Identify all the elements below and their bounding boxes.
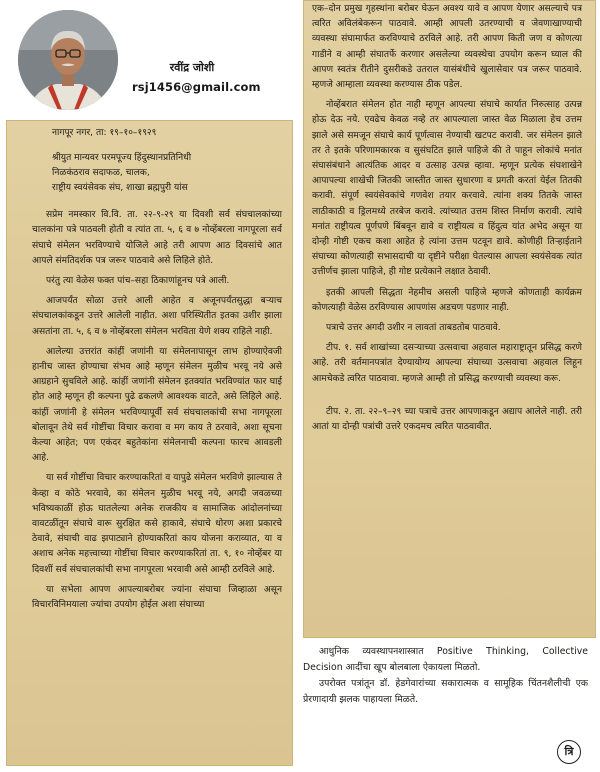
letter-paragraph: सप्रेम नमस्कार वि.वि. ता. २२-९-२९ या दिवशी सर्व संघचालकांच्या चालकांना पत्रे पाठवली होती व त्यांत ता. ५, ६ व ७ नोव्हेंबरला नागपूरला सर्व संघाचे संमेलन भरविण्याचे योजिले आहे तरी आपण आठ दिवसांचे आत आपले संमतिदर्शक पत्र जरूर पाठवावे असे लिहिले होते. bbox=[32, 210, 282, 266]
letter-paragraph: पत्राचे उत्तर अगदी उशीर न लावतां ताबडतोब पाठवावे. bbox=[326, 323, 501, 334]
letter-address bbox=[32, 151, 282, 196]
letter-tip: टीप. १. सर्व शाखांच्या दसऱ्याच्या उत्सवाचा अहवाल महाराष्ट्रातून प्रसिद्ध करणे आहे. तरी वर्तमानपत्रांत देण्यायोग्य आपल्या संघाच्या उत्सवाचा अहवाल लिहून आमचेकडे त्वरित पाठवावा. म्हणजे आम्ही तो प्रसिद्ध करण्याची व्यवस्था करू. bbox=[312, 343, 582, 384]
monogram-icon: त्रि bbox=[557, 740, 581, 764]
letter-page-right bbox=[303, 0, 596, 638]
letter-body-right bbox=[312, 2, 582, 440]
commentary bbox=[303, 644, 588, 707]
letter-page-left bbox=[6, 120, 293, 766]
avatar bbox=[18, 10, 118, 110]
letter-body-left bbox=[32, 126, 282, 618]
letter-paragraph: आजपर्यंत सोळा उत्तरे आली आहेत व अजूनपर्यंतसुद्धा बऱ्याच संघचालकांकडून उत्तरे आलेली नाहीत. अशा परिस्थितीत इतका उशीर झाला असतांना ता. ५, ६ व ७ नोव्हेंबरला संमेलन भरविता येणे शक्य राहिले नाही. bbox=[32, 296, 282, 337]
letter-paragraph: एक–दोन प्रमुख गृहस्थांना बरोबर घेऊन अवश्य यावे व आपण येणार असल्याचे पत्र त्वरित अविलंबेकरून पाठवावे. आम्ही आपली उतरण्याची व जेवणाखाण्याची व्यवस्था संघामार्फत करविण्याचे ठरविले आहे. तरी आपण किती जण व कोणत्या गाडीने व आम्ही संघातर्फे करणार असलेल्या व्यवस्थेचा उपयोग करून घ्याल की आपण स्वतंत्र रीतीने दुसरीकडे उतराल यासंबंधीचे खुलासेवार पत्र जरूर पाठवावे. म्हणजे आम्हाला व्यवस्था करण्यास ठीक पडेल. bbox=[312, 4, 582, 91]
letter-paragraph: आलेल्या उत्तरांत कांहीं जणांनी या संमेलनापासून लाभ होण्याऐवजी हानीच जास्त होण्याचा संभव आहे म्हणून संमेलन मुळीच भरवू नये असे आग्रहाने सुचविले आहे. कांहीं जणांनी संमेलन इतक्यांत भरविण्यांत फार घाई होत आहे म्हणून ही कल्पना पुढे ढकलणे आवश्यक वाटते, असे लिहिले आहे. कांहीं जणांनी हे संमेलन भरविण्यापूर्वी सर्व संघचालकांची सभा नागपूरला बोलावून तेथे सर्व गोष्टींचा विचार करावा व मग काय ते ठरवावे, अशा सूचना केल्या आहेत; पण एकंदर बहुतेकांना संमेलनाची कल्पना फारच आवडली आहे. bbox=[32, 346, 282, 464]
author-name: रवींद्र जोशी bbox=[169, 61, 215, 74]
letter-paragraph: नोव्हेंबरात संमेलन होत नाही म्हणून आपल्या संघाचे कार्यात निरुत्साह उत्पन्न होऊ देऊ नये. एवढेच केवळ नव्हे तर आपल्याला जास्त वेळ मिळाला हेच उत्तम झाले असे समजून संघाचे कार्य पूर्णत्वास नेण्याची खटपट करावी. जर संमेलन झाले तर ते इतके परिणामकारक व सुसंघटित झाले पाहिजे की ते पाहून लोकांचे मनांत संघासंबंधाने आत्यंतिक आदर व उत्साह उत्पन्न व्हावा. म्हणून प्रत्येक संघशाखेने आपापल्या शाखेची जितकी जास्तीत जास्त सुधारणा व प्रगती करतां येईल तितकी करावी. संपूर्ण स्वयंसेवकांचे गणवेश तयार करवावे. त्यांना शक्य तितके जास्त लाठीकाठी व ड्रिलमध्ये तरबेज करावे. त्यांच्यात उत्तम शिस्त निर्माण करावी. त्यांचे मनांत राष्ट्रीयत्व पूर्णपणे बिंबवून द्यावे व राष्ट्रीयत्व व हिंदुत्व यांत अभेद असून या दोन्ही गोष्टी एकच कशा आहेत हे त्यांना उत्तम पटवून द्यावे. कोणीही तिऱ्हाईताने संघाच्या कोणत्याही सभासदाची या दृष्टीने परीक्षा घेतल्यास आपला स्वयंसेवक त्यांत उत्तीर्णच झाला पाहिजे, ही गोष्ट प्रत्येकाने लक्षात ठेवावी. bbox=[312, 100, 582, 278]
letter-paragraph: इतकी आपली सिद्धता नेहमीच असली पाहिजे म्हणजे कोणताही कार्यक्रम कोणत्याही वेळेस ठरविण्यास आपणांस अडचण पडणार नाही. bbox=[312, 287, 582, 313]
letter-paragraph: या सर्व गोष्टींचा विचार करण्याकरितां व यापुढे संमेलन भरविणे झाल्यास ते केव्हा व कोठे भरवावे, का संमेलन मुळीच भरवू नये, अगदी जवळच्या भविष्यकाळीं होऊ घातलेल्या अनेक राजकीय व सामाजिक आंदोलनांच्या वावटळींतून संघाचे वारू सुरक्षित कसे हाकावे, संघाचे धोरण अशा प्रकारचे ठेवावे, संघाची वाढ झपाट्याने होण्याकरितां काय योजना कराव्यात, या व अशाच अनेक महत्त्वाच्या गोष्टींचा विचार करण्याकरितां ता. ९, १० नोव्हेंबर या दिवशीं सर्व संघचालकांची सभा नागपूरला भरवावी असे आम्ही ठरविले आहे. bbox=[32, 473, 282, 575]
address-line: श्रीयुत मान्यवर परमपूज्य हिंदुस्थानप्रतिनिधी bbox=[52, 153, 192, 164]
author-portrait-icon bbox=[18, 10, 118, 110]
letter-paragraph: परंतु त्या वेळेस फक्त पांच–सहा ठिकाणांहूनच पत्रे आली. bbox=[46, 276, 230, 287]
author-email: rsj1456@gmail.com bbox=[132, 80, 261, 94]
commentary-paragraph: आधुनिक व्यवस्थापनशास्त्रात Positive Thinking, Collective Decision आदींचा खूप बोलबाला ऐकायला मिळतो. bbox=[303, 646, 588, 673]
author-block bbox=[10, 8, 290, 116]
address-line: राष्ट्रीय स्वयंसेवक संघ, शाखा ब्रह्मपुरी यांस bbox=[52, 183, 188, 194]
address-line: निळकंठराव सदाफळ, चालक, bbox=[52, 168, 150, 179]
letter-date: नागपूर नगर, ता: १९–१०–१९२९ bbox=[52, 128, 157, 138]
letter-tip: टीप. २. ता. २२–९–२९ च्या पत्राचे उत्तर आपणाकडून अद्याप आलेले नाही. तरी आतां या दोन्ही पत्रांची उत्तरे एकदमच त्वरित पाठवावीत. bbox=[312, 406, 582, 433]
commentary-paragraph: उपरोक्त पत्रांतून डॉ. हेडगेवारांच्या सकारात्मक व सामूहिक चिंतनशैलीची एक प्रेरणादायी झलक पाहायला मिळते. bbox=[303, 678, 588, 705]
letter-paragraph: या सभेला आपण आपल्याबरोबर ज्यांना संघाचा जिव्हाळा असून विचारविनिमयाला ज्यांचा उपयोग होईल अशा संघाच्या bbox=[32, 584, 282, 611]
